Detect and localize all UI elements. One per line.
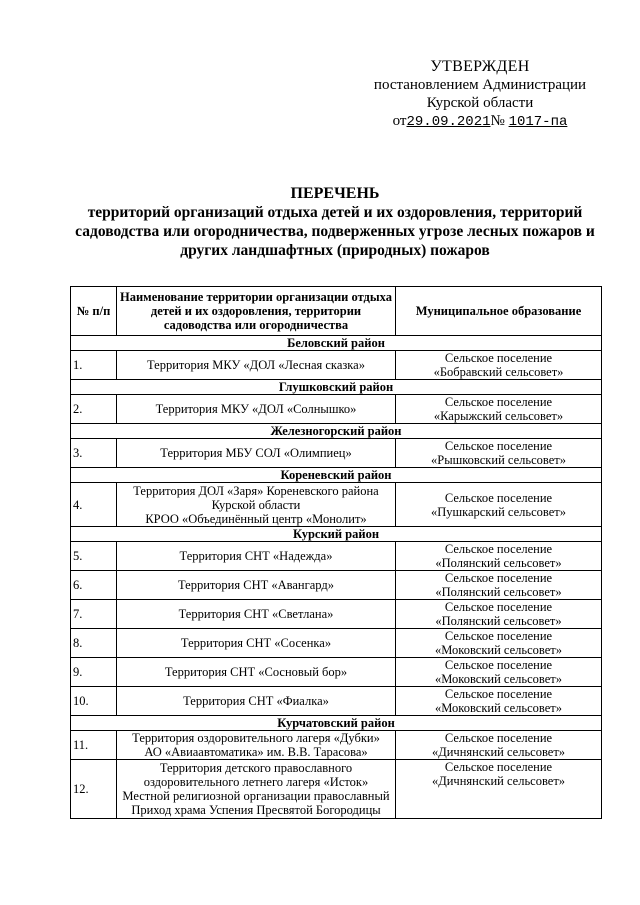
row-name: Территория СНТ «Светлана»	[117, 600, 396, 629]
muni-line: Сельское поселение	[444, 731, 553, 745]
district-row	[71, 716, 602, 731]
row-num: 4.	[71, 483, 117, 527]
row-name	[117, 760, 396, 819]
row-name: Территория МКУ «ДОЛ «Лесная сказка»	[117, 351, 396, 380]
row-num: 11.	[71, 731, 117, 760]
row-muni	[396, 483, 602, 527]
muni-line: «Рышковский сельсовет»	[431, 453, 566, 467]
muni-line: Сельское поселение	[444, 600, 553, 614]
district-row	[71, 527, 602, 542]
row-num: 5.	[71, 542, 117, 571]
row-num: 1.	[71, 351, 117, 380]
row-name: Территория СНТ «Сосновый бор»	[117, 658, 396, 687]
table-row	[71, 731, 602, 760]
muni-line: «Моковский сельсовет»	[434, 672, 563, 686]
row-name: Территория СНТ «Авангард»	[117, 571, 396, 600]
row-muni	[396, 600, 602, 629]
row-muni	[396, 395, 602, 424]
muni-line: Сельское поселение	[444, 687, 553, 701]
muni-line: «Дичнянский сельсовет»	[431, 745, 566, 759]
district-name: Кореневский район	[71, 468, 602, 483]
name-line: КРОО «Объединённый центр «Монолит»	[145, 511, 367, 526]
table-row	[71, 571, 602, 600]
table-row	[71, 483, 602, 527]
table-row	[71, 658, 602, 687]
approval-line-1: постановлением Администрации	[373, 77, 587, 93]
row-name	[117, 731, 396, 760]
approval-line-2: Курской области	[426, 95, 534, 111]
approval-date-line	[355, 112, 605, 131]
name-line: Местной религиозной организации православный	[122, 789, 390, 803]
table-row	[71, 542, 602, 571]
row-num: 9.	[71, 658, 117, 687]
muni-line: «Карыжский сельсовет»	[433, 409, 564, 423]
name-line: оздоровительного летнего лагеря «Исток»	[143, 775, 369, 789]
approval-number-sign: №	[490, 113, 505, 129]
table-row	[71, 351, 602, 380]
header-name: Наименование территории организации отдыха детей и их оздоровления, территории садоводства или огородничества	[117, 287, 396, 336]
row-name: Территория СНТ «Надежда»	[117, 542, 396, 571]
approval-date: 29.09.2021	[406, 114, 491, 130]
row-muni	[396, 731, 602, 760]
row-num: 3.	[71, 439, 117, 468]
row-num: 2.	[71, 395, 117, 424]
table-row	[71, 760, 602, 819]
district-row	[71, 336, 602, 351]
name-line: Территория ДОЛ «Заря» Кореневского района	[133, 483, 379, 498]
row-muni	[396, 351, 602, 380]
muni-line: Сельское поселение	[444, 658, 553, 672]
muni-line: «Пушкарский сельсовет»	[430, 504, 567, 519]
district-row	[71, 380, 602, 395]
muni-line: «Полянский сельсовет»	[435, 556, 562, 570]
row-name: Территория СНТ «Сосенка»	[117, 629, 396, 658]
approval-date-prefix: от	[392, 113, 407, 129]
muni-line: «Дичнянский сельсовет»	[431, 774, 566, 788]
district-name: Курчатовский район	[71, 716, 602, 731]
row-muni	[396, 542, 602, 571]
table-row	[71, 687, 602, 716]
row-muni	[396, 571, 602, 600]
muni-line: Сельское поселение	[444, 490, 553, 505]
muni-line: Сельское поселение	[444, 629, 553, 643]
row-muni	[396, 658, 602, 687]
muni-line: Сельское поселение	[444, 439, 553, 453]
row-name: Территория МКУ «ДОЛ «Солнышко»	[117, 395, 396, 424]
district-name: Глушковский район	[71, 380, 602, 395]
row-muni	[396, 629, 602, 658]
muni-line: Сельское поселение	[444, 760, 553, 774]
district-row	[71, 424, 602, 439]
name-line: Приход храма Успения Пресвятой Богородицы	[131, 803, 381, 817]
header-num: № п/п	[71, 287, 117, 336]
district-row	[71, 468, 602, 483]
row-name	[117, 483, 396, 527]
muni-line: «Полянский сельсовет»	[435, 614, 562, 628]
district-name: Курский район	[71, 527, 602, 542]
row-name: Территория МБУ СОЛ «Олимпиец»	[117, 439, 396, 468]
name-line: Курской области	[211, 497, 301, 512]
district-name: Железногорский район	[71, 424, 602, 439]
table-row	[71, 600, 602, 629]
district-name: Беловский район	[71, 336, 602, 351]
row-muni	[396, 687, 602, 716]
name-line: Территория оздоровительного лагеря «Дубки»	[132, 731, 380, 745]
table-row	[71, 439, 602, 468]
muni-line: Сельское поселение	[444, 395, 553, 409]
row-num: 7.	[71, 600, 117, 629]
row-muni	[396, 439, 602, 468]
approval-block	[355, 58, 605, 131]
row-num: 12.	[71, 760, 117, 819]
territory-table	[70, 286, 602, 819]
name-line: АО «Авиаавтоматика» им. В.В. Тарасова»	[144, 745, 368, 759]
approval-title: УТВЕРЖДЕН	[430, 58, 530, 75]
header-muni: Муниципальное образование	[396, 287, 602, 336]
table-header-row	[71, 287, 602, 336]
name-line: Территория детского православного	[159, 761, 353, 775]
muni-line: «Моковский сельсовет»	[434, 701, 563, 715]
muni-line: «Бобравский сельсовет»	[433, 365, 564, 379]
muni-line: Сельское поселение	[444, 351, 553, 365]
row-num: 8.	[71, 629, 117, 658]
table-row	[71, 629, 602, 658]
row-num: 6.	[71, 571, 117, 600]
row-num: 10.	[71, 687, 117, 716]
document-title: ПЕРЕЧЕНЬ	[290, 185, 380, 202]
muni-line: «Полянский сельсовет»	[435, 585, 562, 599]
approval-number: 1017-па	[508, 114, 568, 130]
row-name: Территория СНТ «Фиалка»	[117, 687, 396, 716]
muni-line: Сельское поселение	[444, 571, 553, 585]
table-row	[71, 395, 602, 424]
muni-line: Сельское поселение	[444, 542, 553, 556]
muni-line: «Моковский сельсовет»	[434, 643, 563, 657]
row-muni	[396, 760, 602, 819]
document-heading	[60, 184, 610, 260]
document-subtitle: территорий организаций отдыха детей и их оздоровления, территорий садоводства или огородничества, подверженных угрозе лесных пожаров и других ландшафтных (природных) пожаров	[75, 204, 595, 259]
